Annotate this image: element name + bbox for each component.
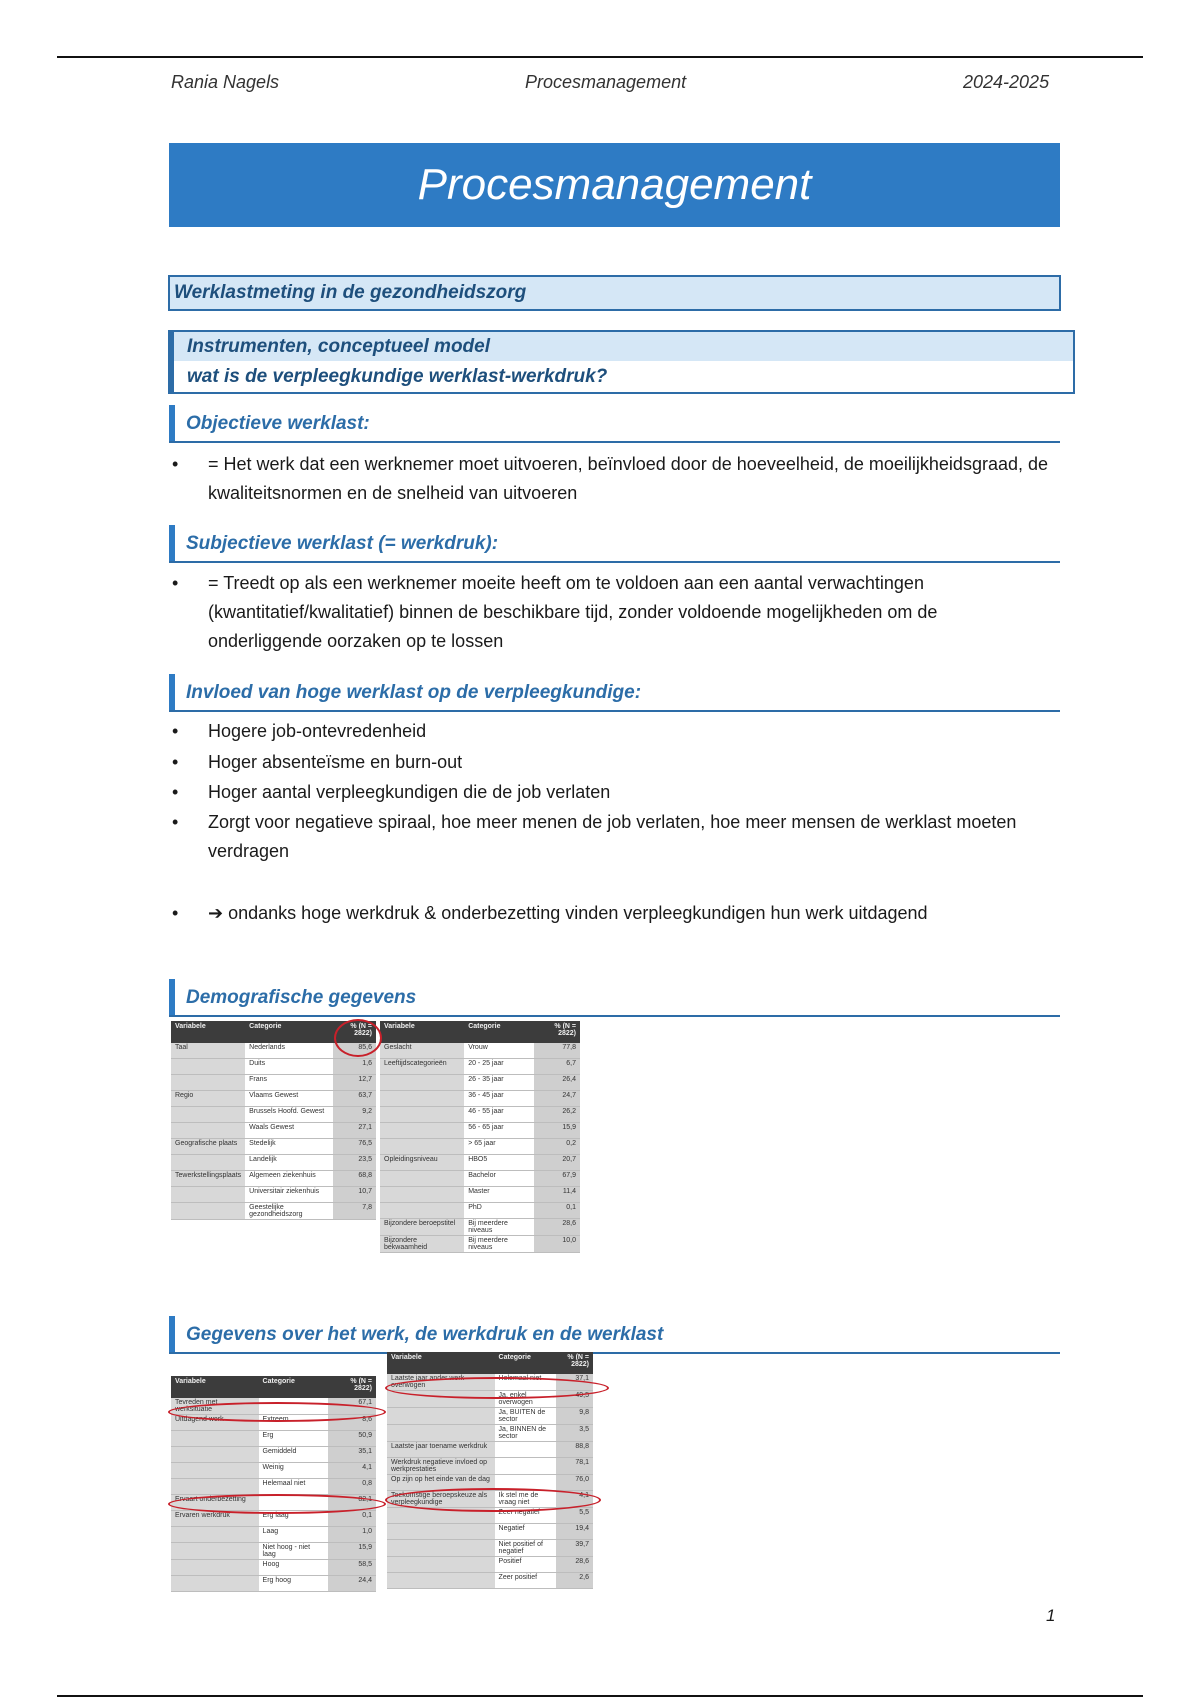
list-item: • Hoger absenteïsme en burn-out: [172, 752, 463, 772]
table-cell: Brussels Hoofd. Gewest: [245, 1107, 333, 1123]
table-cell: [259, 1398, 328, 1415]
table-cell: Frans: [245, 1075, 333, 1091]
table-cell: [387, 1425, 495, 1442]
table-cell: [387, 1508, 495, 1524]
table-cell: Bijzondere bekwaamheid: [380, 1236, 464, 1253]
table-cell: [171, 1527, 259, 1543]
table-cell: [171, 1576, 259, 1592]
table-row: [171, 1187, 376, 1203]
table-cell: 6,7: [534, 1059, 580, 1075]
table-cell: [387, 1391, 495, 1408]
table-row: [387, 1557, 593, 1573]
table-cell: Tevreden met werksituatie: [171, 1398, 259, 1415]
table-cell: [495, 1458, 556, 1475]
table-row: [387, 1425, 593, 1442]
table-header-cell: Categorie: [464, 1021, 533, 1043]
table-header-cell: Categorie: [245, 1021, 333, 1043]
table-row: [171, 1059, 376, 1075]
table-cell: Erg laag: [259, 1511, 328, 1527]
table-cell: 35,1: [328, 1447, 376, 1463]
table-row: [380, 1155, 580, 1171]
table-cell: 9,2: [333, 1107, 376, 1123]
table-cell: [380, 1171, 464, 1187]
banner-title: Procesmanagement: [169, 143, 1060, 227]
table-cell: 88,8: [556, 1442, 593, 1458]
section-subjective: [169, 525, 1060, 563]
table-row: [387, 1491, 593, 1508]
table-cell: 15,9: [534, 1123, 580, 1139]
table-cell: Leeftijdscategorieën: [380, 1059, 464, 1075]
table-row: [380, 1219, 580, 1236]
section-subjective-title: Subjectieve werklast (= werkdruk):: [186, 533, 499, 554]
header-year: 2024-2025: [963, 72, 1050, 92]
table-cell: 23,5: [333, 1155, 376, 1171]
table-cell: [495, 1475, 556, 1491]
table-cell: 26,2: [534, 1107, 580, 1123]
table-row: [171, 1107, 376, 1123]
table-header-cell: % (N = 2822): [333, 1021, 376, 1043]
table-header-cell: Categorie: [259, 1376, 328, 1398]
table-cell: > 65 jaar: [464, 1139, 533, 1155]
table-row: [171, 1123, 376, 1139]
section-objective: [169, 405, 1060, 443]
table-cell: Niet positief of negatief: [495, 1540, 556, 1557]
table-cell: Nederlands: [245, 1043, 333, 1059]
table-cell: 78,1: [556, 1458, 593, 1475]
table-cell: 10,7: [333, 1187, 376, 1203]
table-row: [380, 1043, 580, 1059]
table-cell: [171, 1463, 259, 1479]
table-cell: 5,5: [556, 1508, 593, 1524]
sub-heading-line2: wat is de verpleegkundige werklast-werkdruk?: [187, 366, 608, 387]
table-cell: [380, 1187, 464, 1203]
table-cell: [171, 1431, 259, 1447]
table-cell: 63,7: [333, 1091, 376, 1107]
table-row: [171, 1139, 376, 1155]
table-row: [380, 1123, 580, 1139]
table-cell: Ervaren werkdruk: [171, 1511, 259, 1527]
table-cell: Bij meerdere niveaus: [464, 1219, 533, 1236]
table-cell: 15,9: [328, 1543, 376, 1560]
list-item: • Zorgt voor negatieve spiraal, hoe meer menen de job verlaten, hoe meer mensen de werklast moeten verdragen: [172, 812, 1017, 861]
table-cell: 36 - 45 jaar: [464, 1091, 533, 1107]
table-cell: 4,1: [328, 1463, 376, 1479]
table-cell: 10,0: [534, 1236, 580, 1253]
section-work: [169, 1316, 1060, 1354]
table-header-cell: % (N = 2822): [556, 1352, 593, 1374]
list-item: • Hoger aantal verpleegkundigen die de job verlaten: [172, 782, 611, 802]
table-row: [171, 1560, 376, 1576]
table-row: [171, 1431, 376, 1447]
top-rule: [57, 56, 1143, 58]
table-cell: 49,5: [556, 1391, 593, 1408]
table-cell: 46 - 55 jaar: [464, 1107, 533, 1123]
sub-heading-line1: Instrumenten, conceptueel model: [187, 336, 490, 357]
demographics-table-left: [171, 1021, 376, 1220]
table-header-row: [171, 1376, 376, 1398]
list-item: • = Treedt op als een werknemer moeite heeft om te voldoen aan een aantal verwachtingen (kwantitatief/kwalitatief) binnen de beschikbare tijd, zonder voldoende mogelijkheden om de onderliggende oorzaken op te lossen: [172, 573, 938, 651]
table-cell: Negatief: [495, 1524, 556, 1540]
table-cell: Laatste jaar ander werk overwogen: [387, 1374, 495, 1391]
table-cell: [171, 1479, 259, 1495]
table-cell: [171, 1107, 245, 1123]
table-cell: Universitair ziekenhuis: [245, 1187, 333, 1203]
table-row: [387, 1458, 593, 1475]
table-cell: Bijzondere beroepstitel: [380, 1219, 464, 1236]
table-cell: [380, 1075, 464, 1091]
table-cell: Vrouw: [464, 1043, 533, 1059]
table-row: [380, 1059, 580, 1075]
table-cell: Extreem: [259, 1415, 328, 1431]
table-cell: [380, 1107, 464, 1123]
table-cell: Geestelijke gezondheidszorg: [245, 1203, 333, 1220]
section-demographics-title: Demografische gegevens: [186, 987, 417, 1008]
table-header-cell: % (N = 2822): [328, 1376, 376, 1398]
table-cell: 28,6: [534, 1219, 580, 1236]
table-cell: 12,7: [333, 1075, 376, 1091]
table-cell: Geografische plaats: [171, 1139, 245, 1155]
table-row: [380, 1171, 580, 1187]
table-cell: 0,2: [534, 1139, 580, 1155]
table-cell: Waals Gewest: [245, 1123, 333, 1139]
table-row: [387, 1374, 593, 1391]
table-row: [380, 1091, 580, 1107]
table-cell: Hoog: [259, 1560, 328, 1576]
table-cell: 3,5: [556, 1425, 593, 1442]
table-row: [171, 1447, 376, 1463]
table-cell: [171, 1203, 245, 1220]
table-header-cell: Variabele: [380, 1021, 464, 1043]
table-cell: Ervaart onderbezetting: [171, 1495, 259, 1511]
table-cell: [380, 1091, 464, 1107]
table-cell: 76,5: [333, 1139, 376, 1155]
table-header-cell: Variabele: [171, 1021, 245, 1043]
chapter-heading: [168, 275, 1061, 311]
table-header-cell: % (N = 2822): [534, 1021, 580, 1043]
table-cell: Erg: [259, 1431, 328, 1447]
table-row: [380, 1139, 580, 1155]
table-header-cell: Categorie: [495, 1352, 556, 1374]
table-cell: 1,6: [333, 1059, 376, 1075]
table-cell: 4,1: [556, 1491, 593, 1508]
table-row: [171, 1576, 376, 1592]
table-cell: 1,0: [328, 1527, 376, 1543]
table-cell: [387, 1408, 495, 1425]
table-row: [171, 1415, 376, 1431]
table-cell: [380, 1123, 464, 1139]
table-cell: Positief: [495, 1557, 556, 1573]
sub-heading: [168, 330, 1075, 394]
page-number: 1: [1046, 1606, 1056, 1625]
demographics-table-right: [380, 1021, 580, 1253]
table-header-row: [171, 1021, 376, 1043]
table-header-row: [387, 1352, 593, 1374]
table-cell: [380, 1203, 464, 1219]
table-row: [171, 1043, 376, 1059]
table-row: [387, 1540, 593, 1557]
table-cell: 76,0: [556, 1475, 593, 1491]
table-cell: Stedelijk: [245, 1139, 333, 1155]
table-row: [380, 1075, 580, 1091]
table-cell: Duits: [245, 1059, 333, 1075]
section-demographics: [169, 979, 1060, 1017]
table-header-cell: Variabele: [171, 1376, 259, 1398]
table-cell: [171, 1447, 259, 1463]
table-cell: [171, 1155, 245, 1171]
table-cell: Erg hoog: [259, 1576, 328, 1592]
table-row: [171, 1527, 376, 1543]
table-cell: Landelijk: [245, 1155, 333, 1171]
table-cell: Ik stel me de vraag niet: [495, 1491, 556, 1508]
table-header-cell: Variabele: [387, 1352, 495, 1374]
table-cell: Zeer negatief: [495, 1508, 556, 1524]
table-row: [171, 1203, 376, 1220]
table-cell: Ja, enkel overwogen: [495, 1391, 556, 1408]
table-cell: 85,6: [333, 1043, 376, 1059]
table-cell: [171, 1075, 245, 1091]
table-cell: Ja, BINNEN de sector: [495, 1425, 556, 1442]
table-row: [387, 1442, 593, 1458]
table-cell: 56 - 65 jaar: [464, 1123, 533, 1139]
table-cell: HBO5: [464, 1155, 533, 1171]
table-header-row: [380, 1021, 580, 1043]
table-cell: [171, 1059, 245, 1075]
table-cell: 2,6: [556, 1573, 593, 1589]
table-cell: 11,4: [534, 1187, 580, 1203]
work-table-left: [171, 1376, 376, 1592]
table-cell: 9,8: [556, 1408, 593, 1425]
table-cell: Geslacht: [380, 1043, 464, 1059]
table-cell: Helemaal niet: [495, 1374, 556, 1391]
header-course: Procesmanagement: [525, 72, 687, 92]
table-row: [387, 1408, 593, 1425]
list-item: • = Het werk dat een werknemer moet uitvoeren, beïnvloed door de hoeveelheid, de moeilijkheidsgraad, de kwaliteitsnormen en de snelheid van uitvoeren: [172, 454, 1049, 503]
table-cell: 50,9: [328, 1431, 376, 1447]
table-cell: Werkdruk negatieve invloed op werkprestaties: [387, 1458, 495, 1475]
table-cell: PhD: [464, 1203, 533, 1219]
table-row: [380, 1187, 580, 1203]
table-cell: [171, 1187, 245, 1203]
table-cell: [387, 1573, 495, 1589]
table-row: [380, 1236, 580, 1253]
table-row: [171, 1511, 376, 1527]
table-row: [171, 1398, 376, 1415]
table-cell: 24,4: [328, 1576, 376, 1592]
table-row: [380, 1203, 580, 1219]
table-cell: Master: [464, 1187, 533, 1203]
table-cell: Zeer positief: [495, 1573, 556, 1589]
table-row: [171, 1075, 376, 1091]
table-cell: Niet hoog - niet laag: [259, 1543, 328, 1560]
table-cell: Tewerkstellingsplaats: [171, 1171, 245, 1187]
table-cell: [171, 1123, 245, 1139]
table-row: [171, 1463, 376, 1479]
table-cell: 26 - 35 jaar: [464, 1075, 533, 1091]
table-cell: [387, 1557, 495, 1573]
table-cell: 77,8: [534, 1043, 580, 1059]
section-objective-title: Objectieve werklast:: [186, 413, 370, 434]
work-table-right: [387, 1352, 593, 1589]
table-cell: [387, 1524, 495, 1540]
table-cell: Uitdagend werk: [171, 1415, 259, 1431]
table-cell: 0,1: [534, 1203, 580, 1219]
table-row: [171, 1479, 376, 1495]
table-cell: 0,1: [328, 1511, 376, 1527]
table-cell: Algemeen ziekenhuis: [245, 1171, 333, 1187]
table-cell: [495, 1442, 556, 1458]
table-cell: 27,1: [333, 1123, 376, 1139]
table-cell: 82,1: [328, 1495, 376, 1511]
table-row: [171, 1171, 376, 1187]
table-cell: Toekomstige beroepskeuze als verpleegkundige: [387, 1491, 495, 1508]
table-row: [387, 1573, 593, 1589]
table-cell: 8,6: [328, 1415, 376, 1431]
table-cell: 0,8: [328, 1479, 376, 1495]
table-cell: Gemiddeld: [259, 1447, 328, 1463]
table-row: [380, 1107, 580, 1123]
table-row: [171, 1543, 376, 1560]
list-item-arrow: • ➔ ondanks hoge werkdruk & onderbezetting vinden verpleegkundigen hun werk uitdagend: [172, 903, 928, 923]
table-cell: [387, 1540, 495, 1557]
table-cell: [380, 1139, 464, 1155]
chapter-heading-text: Werklastmeting in de gezondheidszorg: [174, 282, 527, 303]
table-cell: 67,9: [534, 1171, 580, 1187]
table-row: [171, 1091, 376, 1107]
table-row: [387, 1475, 593, 1491]
table-cell: 26,4: [534, 1075, 580, 1091]
table-row: [387, 1391, 593, 1408]
table-cell: 20,7: [534, 1155, 580, 1171]
table-cell: Op zijn op het einde van de dag: [387, 1475, 495, 1491]
table-cell: 24,7: [534, 1091, 580, 1107]
table-cell: Laatste jaar toename werkdruk: [387, 1442, 495, 1458]
table-row: [387, 1524, 593, 1540]
table-cell: 68,8: [333, 1171, 376, 1187]
table-cell: Opleidingsniveau: [380, 1155, 464, 1171]
table-row: [171, 1495, 376, 1511]
table-row: [387, 1508, 593, 1524]
table-cell: 67,1: [328, 1398, 376, 1415]
table-cell: 20 - 25 jaar: [464, 1059, 533, 1075]
section-influence: [169, 674, 1060, 712]
table-cell: 19,4: [556, 1524, 593, 1540]
table-cell: Ja, BUITEN de sector: [495, 1408, 556, 1425]
table-cell: Bachelor: [464, 1171, 533, 1187]
table-cell: Taal: [171, 1043, 245, 1059]
table-cell: Bij meerdere niveaus: [464, 1236, 533, 1253]
header-author: Rania Nagels: [171, 72, 280, 92]
table-cell: 7,8: [333, 1203, 376, 1220]
table-cell: 37,1: [556, 1374, 593, 1391]
table-cell: 39,7: [556, 1540, 593, 1557]
table-cell: Regio: [171, 1091, 245, 1107]
bottom-rule: [57, 1695, 1143, 1697]
section-work-title: Gegevens over het werk, de werkdruk en de werklast: [186, 1324, 664, 1345]
table-cell: [171, 1543, 259, 1560]
table-cell: Weinig: [259, 1463, 328, 1479]
table-cell: Helemaal niet: [259, 1479, 328, 1495]
table-cell: 28,6: [556, 1557, 593, 1573]
table-cell: [171, 1560, 259, 1576]
table-cell: Laag: [259, 1527, 328, 1543]
table-row: [171, 1155, 376, 1171]
list-item: • Hogere job-ontevredenheid: [172, 721, 427, 741]
table-cell: Vlaams Gewest: [245, 1091, 333, 1107]
section-influence-title: Invloed van hoge werklast op de verpleegkundige:: [186, 682, 642, 703]
table-cell: [259, 1495, 328, 1511]
table-cell: 58,5: [328, 1560, 376, 1576]
